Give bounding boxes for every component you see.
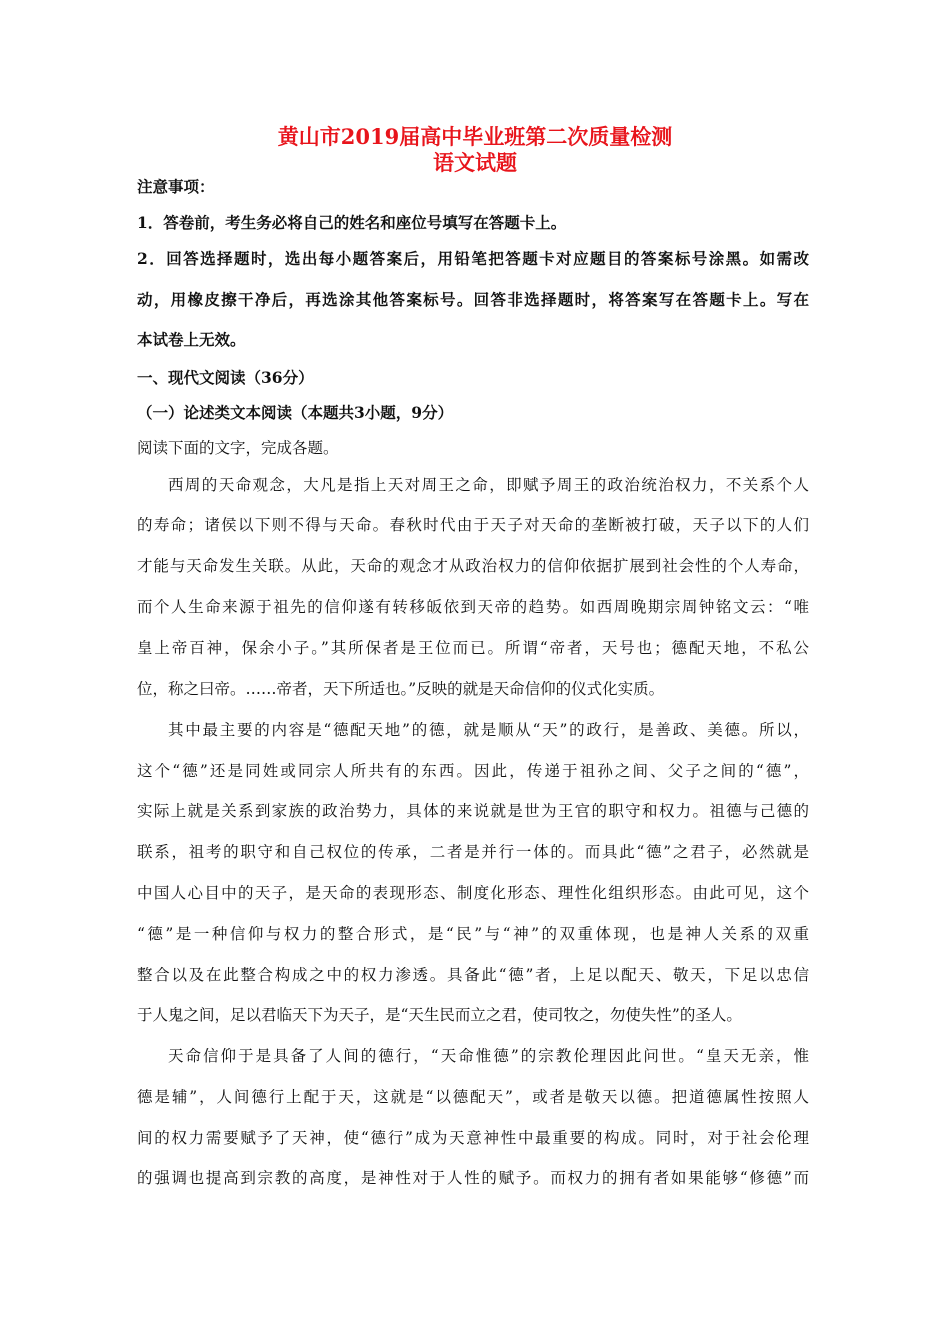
paragraph-1-line: 的寿命；诸侯以下则不得与天命。春秋时代由于天子对天命的垄断被打破，天子以下的人们	[137, 516, 809, 534]
notice-heading: 注意事项：	[137, 177, 215, 196]
section-heading: 一、现代文阅读（36分）	[137, 368, 314, 387]
exam-subtitle: 语文试题	[433, 150, 517, 175]
paragraph-2-line: 中国人心目中的天子，是天命的表现形态、制度化形态、理性化组织形态。由此可见，这个	[137, 884, 809, 902]
notice-item-1: 1．答卷前，考生务必将自己的姓名和座位号填写在答题卡上。	[137, 213, 567, 232]
paragraph-2-line: 实际上就是关系到家族的政治势力，具体的来说就是世为王官的职守和权力。祖德与己德的	[137, 802, 809, 820]
paragraph-3-line: 间的权力需要赋予了天神，使“德行”成为天意神性中最重要的构成。同时，对于社会伦理	[137, 1129, 809, 1147]
notice-item-2-line-2: 动，用橡皮擦干净后，再选涂其他答案标号。回答非选择题时，将答案写在答题卡上。写在	[137, 290, 809, 309]
paragraph-2-line: 这个“德”还是同姓或同宗人所共有的东西。因此，传递于祖孙之间、父子之间的“德”，	[137, 762, 809, 780]
exam-title: 黄山市2019届高中毕业班第二次质量检测	[277, 124, 673, 149]
paragraph-2-line: 其中最主要的内容是“德配天地”的德，就是顺从“天”的政行，是善政、美德。所以，	[168, 721, 809, 739]
paragraph-1-line: 西周的天命观念，大凡是指上天对周王之命，即赋予周王的政治统治权力，不关系个人	[168, 476, 809, 494]
paragraph-2-line: 于人鬼之间，足以君临天下为天子，是“天生民而立之君，使司牧之，勿使失性”的圣人。	[137, 1006, 742, 1024]
paragraph-2-line: 整合以及在此整合构成之中的权力渗透。具备此“德”者，上足以配天、敬天，下足以忠信	[137, 966, 809, 984]
paragraph-2-line: 联系，祖考的职守和自己权位的传承，二者是并行一体的。而具此“德”之君子，必然就是	[137, 843, 809, 861]
reading-instruction: 阅读下面的文字，完成各题。	[137, 439, 339, 457]
notice-item-2-line-1: 2．回答选择题时，选出每小题答案后，用铅笔把答题卡对应题目的答案标号涂黑。如需改	[137, 249, 809, 268]
paragraph-1-line: 位，称之曰帝。……帝者，天下所适也。”反映的就是天命信仰的仪式化实质。	[137, 680, 665, 698]
paragraph-3-line: 天命信仰于是具备了人间的德行，“天命惟德”的宗教伦理因此问世。“皇天无亲，惟	[168, 1047, 809, 1065]
paragraph-1-line: 而个人生命来源于祖先的信仰遂有转移皈依到天帝的趋势。如西周晚期宗周钟铭文云：“唯	[137, 598, 809, 616]
paragraph-1-line: 皇上帝百神，保余小子。”其所保者是王位而已。所谓“帝者，天号也；德配天地，不私公	[137, 639, 809, 657]
paragraph-3-line: 的强调也提高到宗教的高度，是神性对于人性的赋予。而权力的拥有者如果能够“修德”而	[137, 1169, 809, 1187]
notice-item-2-line-3: 本试卷上无效。	[137, 330, 246, 349]
paragraph-1-line: 才能与天命发生关联。从此，天命的观念才从政治权力的信仰依据扩展到社会性的个人寿命，	[137, 557, 809, 575]
paragraph-2-line: “德”是一种信仰与权力的整合形式，是“民”与“神”的双重体现，也是神人关系的双重	[137, 925, 809, 943]
subsection-heading: （一）论述类文本阅读（本题共3小题，9分）	[137, 403, 454, 422]
paragraph-3-line: 德是辅”，人间德行上配于天，这就是“以德配天”，或者是敬天以德。把道德属性按照人	[137, 1088, 809, 1106]
